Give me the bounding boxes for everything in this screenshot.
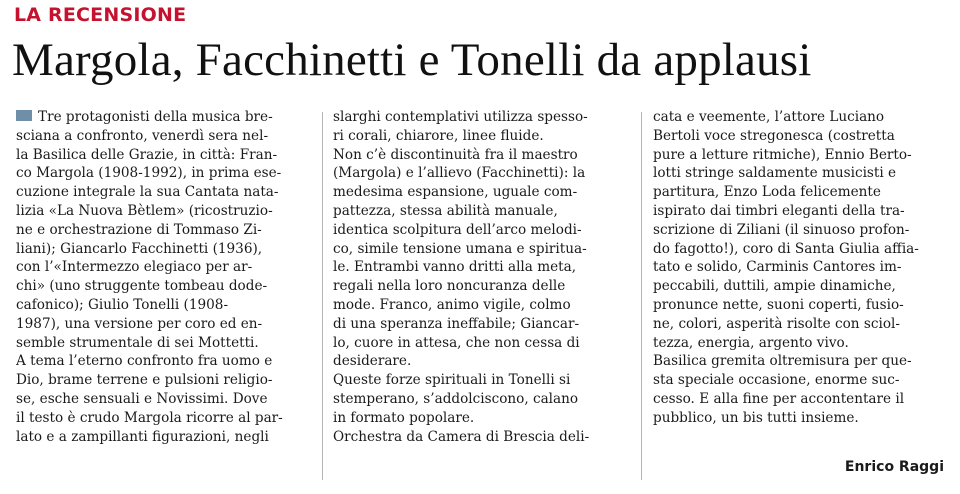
column-line: medesima espansione, uguale com-	[333, 184, 578, 201]
column-line: pronunce nette, suoni coperti, fusio-	[653, 296, 904, 313]
column-line: (Margola) e l’allievo (Facchinetti): la	[333, 165, 586, 182]
column-line: lotti stringe saldamente musicisti e	[653, 165, 897, 182]
column-line: slarghi contemplativi utilizza spesso-	[333, 109, 588, 125]
section-kicker: LA RECENSIONE	[14, 4, 187, 26]
column-line: cata e veemente, l’attore Luciano	[653, 109, 885, 125]
column-line: sta speciale occasione, enorme suc-	[653, 372, 900, 389]
column-line: ne, colori, asperità risolte con sciol-	[653, 315, 900, 332]
column-line: stemperano, s’addolciscono, calano	[333, 390, 579, 407]
column-line: lizia «La Nuova Bètlem» (ricostruzio-	[16, 202, 273, 219]
column-line: tezza, energia, argento vivo.	[653, 334, 849, 351]
author-byline: Enrico Raggi	[844, 459, 944, 475]
column-line: 1987), una versione per coro ed en-	[16, 315, 263, 332]
column-line: partitura, Enzo Loda felicemente	[653, 184, 881, 201]
column-line: di una speranza ineffabile; Giancar-	[333, 315, 580, 332]
column-line: pattezza, stessa abilità manuale,	[333, 202, 558, 219]
column-divider	[322, 112, 323, 480]
column-line: tato e solido, Carminis Cantores im-	[653, 259, 902, 276]
column-line: co Margola (1908-1992), in prima ese-	[16, 165, 282, 182]
article-column-2	[333, 108, 629, 484]
column-line: Non c’è discontinuità fra il maestro	[333, 146, 578, 163]
column-line: semble strumentale di sei Mottetti.	[16, 334, 259, 351]
column-line: co, simile tensione umana e spiritua-	[333, 240, 587, 257]
column-line: ri corali, chiarore, linee fluide.	[333, 127, 544, 144]
column-line: mode. Franco, animo vigile, colmo	[333, 296, 571, 313]
column-divider	[641, 112, 642, 480]
column-line: liani); Giancarlo Facchinetti (1936),	[16, 240, 263, 257]
column-line: peccabili, duttili, ampie dinamiche,	[653, 278, 896, 295]
column-line: chi» (uno struggente tombeau dode-	[16, 278, 268, 295]
column-line: Queste forze spirituali in Tonelli si	[333, 372, 571, 389]
column-line: regali nella loro noncuranza delle	[333, 278, 566, 295]
column-line: il testo è crudo Margola ricorre al par-	[16, 409, 283, 426]
column-line: A tema l’eterno confronto fra uomo e	[16, 353, 273, 370]
article-column-3	[653, 108, 949, 484]
column-line: pure a letture ritmiche), Ennio Berto-	[653, 146, 912, 163]
article-column-1	[16, 108, 310, 484]
article-headline: Margola, Facchinetti e Tonelli da applausi	[12, 34, 812, 86]
column-line: in formato popolare.	[333, 409, 475, 426]
column-line	[16, 108, 310, 127]
column-line: ispirato dai timbri eleganti della tra-	[653, 202, 905, 219]
column-line: Dio, brame terrene e pulsioni religio-	[16, 372, 273, 389]
column-line: Bertoli voce stregonesca (costretta	[653, 127, 895, 144]
column-line: se, esche sensuali e Novissimi. Dove	[16, 390, 268, 407]
column-line: desiderare.	[333, 353, 412, 370]
column-line: lato e a zampillanti figurazioni, negli	[16, 428, 269, 445]
column-line: Orchestra da Camera di Brescia deli-	[333, 428, 590, 445]
column-line: lo, cuore in attesa, che non cessa di	[333, 334, 580, 351]
column-line: ne e orchestrazione di Tommaso Zi-	[16, 221, 262, 238]
column-line: Basilica gremita oltremisura per que-	[653, 353, 912, 370]
column-line: do fagotto!), coro di Santa Giulia affia-	[653, 240, 919, 257]
column-line: pubblico, un bis tutti insieme.	[653, 409, 859, 426]
column-line: la Basilica delle Grazie, in città: Fran-	[16, 146, 278, 163]
column-line: cafonico); Giulio Tonelli (1908-	[16, 296, 229, 313]
column-line: cuzione integrale la sua Cantata nata-	[16, 184, 279, 201]
lead-square-icon	[16, 110, 32, 121]
column-line: sciana a confronto, venerdì sera nel-	[16, 127, 269, 144]
column-line: scrizione di Ziliani (il sinuoso profon-	[653, 221, 910, 238]
column-line: identica scolpitura dell’arco melodi-	[333, 221, 582, 238]
column-line-text: Tre protagonisti della musica bre-	[38, 109, 273, 125]
column-line: le. Entrambi vanno dritti alla meta,	[333, 259, 577, 276]
column-line: con l’«Intermezzo elegiaco per ar-	[16, 259, 253, 276]
column-line: cesso. E alla fine per accontentare il	[653, 390, 905, 407]
